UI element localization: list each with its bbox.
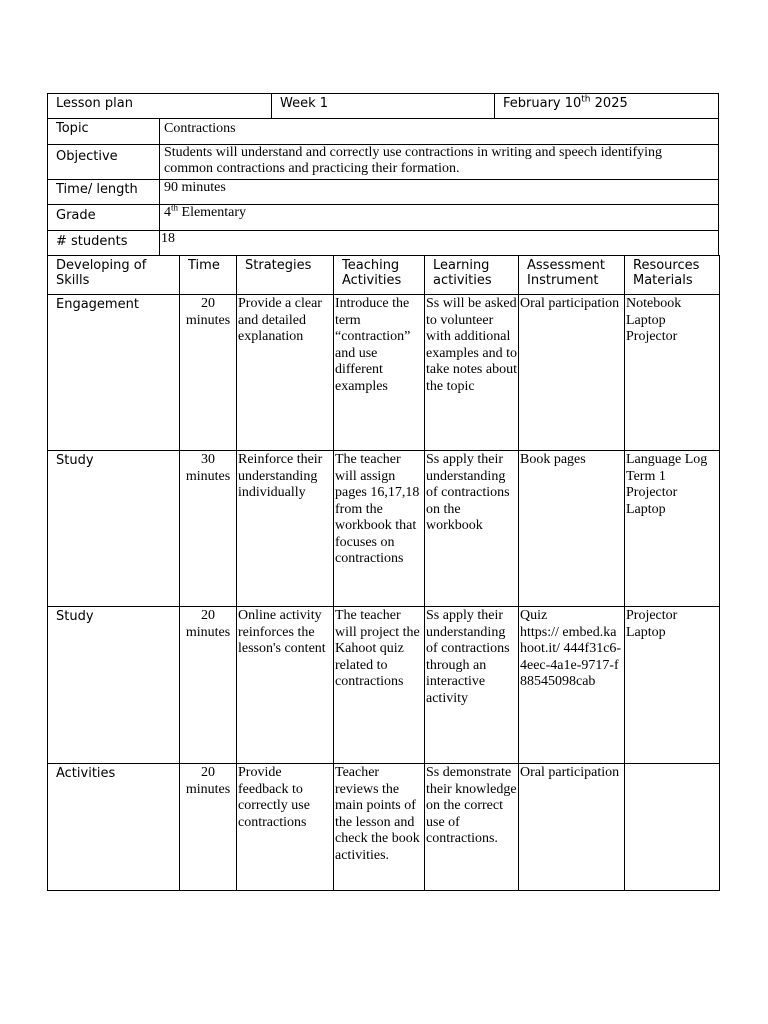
topic-label: Topic [48,119,160,144]
row-learning: Ss apply their understanding of contractions on the workbook [425,451,519,607]
row-assessment: Book pages [519,451,625,607]
column-header-row [48,256,720,295]
grade-row [47,202,719,231]
col-teaching: Teaching Activities [334,256,425,295]
date-day: February 10 [503,96,582,111]
grade-suffix: th [171,202,179,213]
row-learning: Ss apply their understanding of contractions through an interactive activity [425,607,519,764]
quiz-label: Quiz [520,608,548,623]
lesson-plan-label: Lesson plan [48,94,272,118]
col-strategies: Strategies [237,256,334,295]
table-row [48,764,720,891]
row-resources: Language Log Term 1 Projector Laptop [625,451,720,607]
col-assessment: Assessment Instrument [519,256,625,295]
row-skill: Study [48,451,180,607]
students-label: # students [48,231,160,255]
kahoot-quiz-link[interactable]: https:// embed.kahoot.it/ 444f31c6-4eec-4a1e-9717-f88545098cab [520,624,622,689]
col-skills: Developing of Skills [48,256,180,295]
students-row [47,231,719,256]
time-length-row [47,180,719,205]
row-strategies: Provide a clear and detailed explanation [237,295,334,451]
lesson-info-table [47,93,719,256]
row-assessment: Oral participation [519,295,625,451]
time-length-label: Time/ length [48,180,160,204]
grade-rest: Elementary [178,205,247,220]
row-time: 20 minutes [180,295,237,451]
time-length-value: 90 minutes [164,180,226,195]
row-skill: Study [48,607,180,764]
row-resources: Projector Laptop [625,607,720,764]
col-resources: Resources Materials [625,256,720,295]
objective-row [47,145,719,180]
grade-value [160,202,718,230]
col-time: Time [180,256,237,295]
objective-value: Students will understand and correctly use contractions in writing and speech identifying common contractions and practicing their formation. [164,145,663,176]
row-strategies: Online activity reinforces the lesson's content [237,607,334,764]
row-learning: Ss will be asked to volunteer with additional examples and to take notes about the topic [425,295,519,451]
row-teaching: Introduce the term “contraction” and use different examples [334,295,425,451]
row-assessment: Oral participation [519,764,625,891]
col-learning: Learning activities [425,256,519,295]
students-value: 18 [161,231,175,246]
topic-row [47,119,719,145]
table-row [48,295,720,451]
title-row [47,93,719,119]
date-year: 2025 [590,96,628,111]
date-suffix: th [581,94,591,105]
row-resources: Notebook Laptop Projector [625,295,720,451]
row-teaching: The teacher will project the Kahoot quiz related to contractions [334,607,425,764]
row-strategies: Reinforce their understanding individually [237,451,334,607]
activities-table [47,255,720,891]
row-skill: Engagement [48,295,180,451]
row-skill: Activities [48,764,180,891]
row-teaching: Teacher reviews the main points of the lesson and check the book activities. [334,764,425,891]
date-label [495,94,718,118]
table-row [48,451,720,607]
row-resources [625,764,720,891]
row-learning: Ss demonstrate their knowledge on the correct use of contractions. [425,764,519,891]
row-time: 20 minutes [180,764,237,891]
week-label: Week 1 [272,94,495,118]
grade-number: 4 [164,205,171,220]
row-strategies: Provide feedback to correctly use contractions [237,764,334,891]
grade-label: Grade [48,205,160,230]
row-time: 20 minutes [180,607,237,764]
row-assessment [519,607,625,764]
objective-label: Objective [48,145,160,179]
table-row [48,607,720,764]
row-time: 30 minutes [180,451,237,607]
topic-value: Contractions [164,121,236,136]
row-teaching: The teacher will assign pages 16,17,18 from the workbook that focuses on contractions [334,451,425,607]
